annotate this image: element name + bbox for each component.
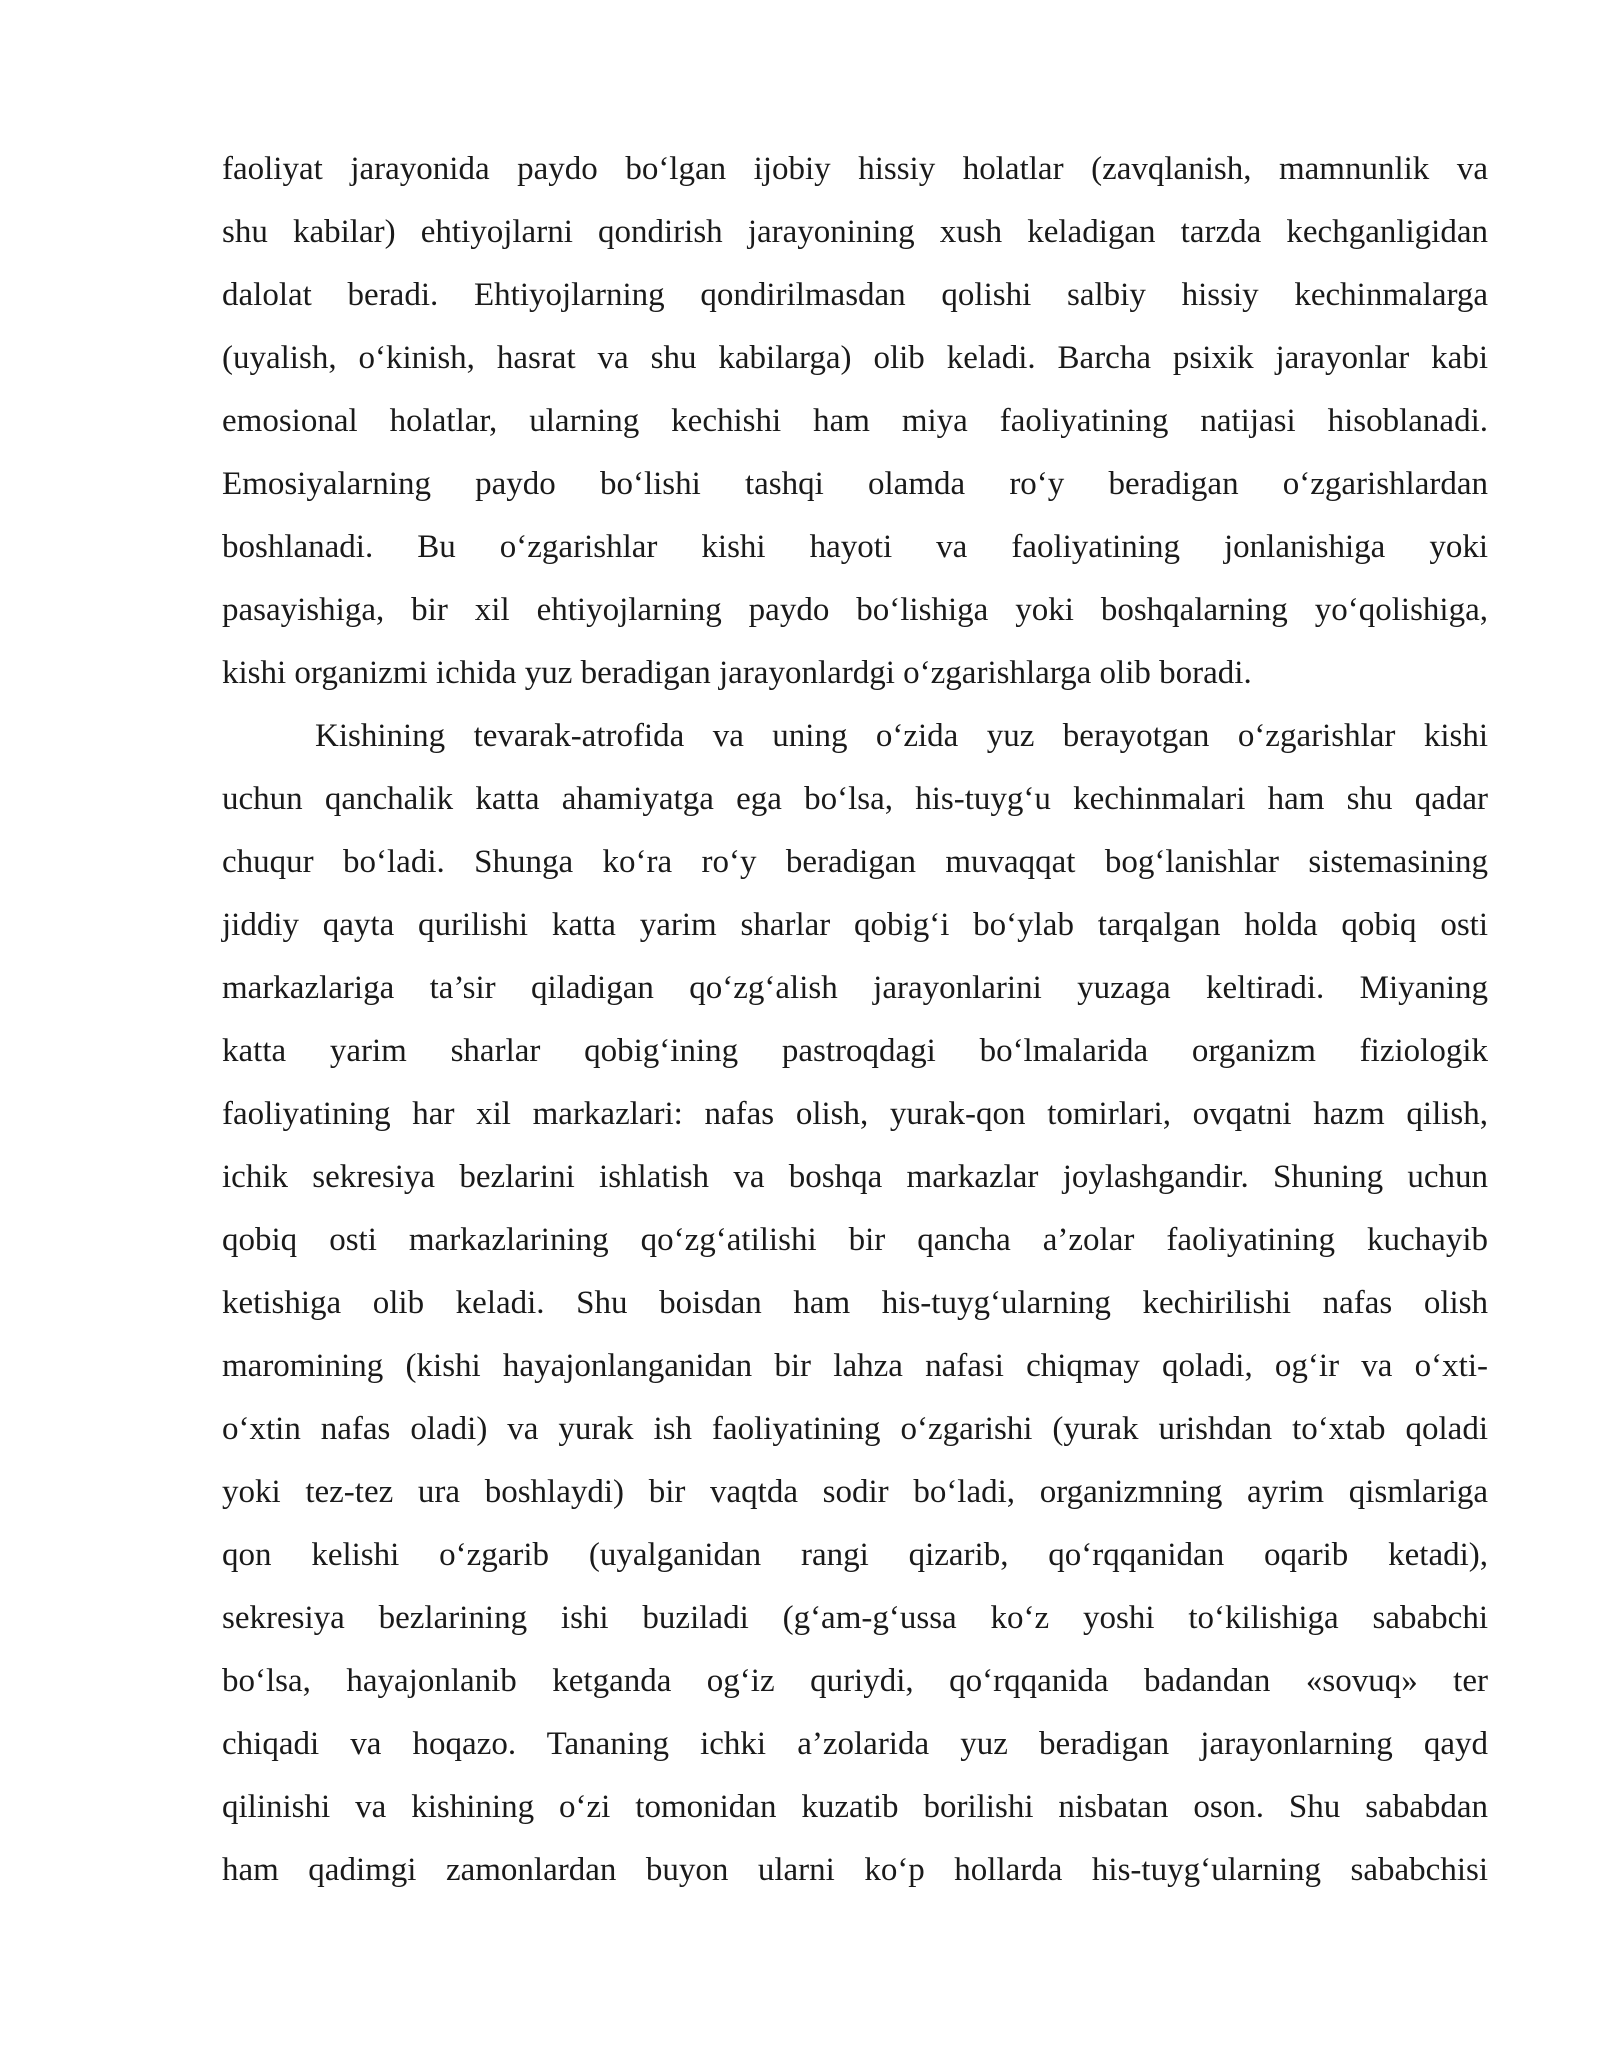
text-line: yoki tez-tez ura boshlaydi) bir vaqtda sodir bo‘ladi, organizmning ayrim qismlariga [222, 1474, 1488, 1510]
text-line: ketishiga olib keladi. Shu boisdan ham his-tuyg‘ularning kechirilishi nafas olish [222, 1285, 1488, 1321]
text-line: jiddiy qayta qurilishi katta yarim sharlar qobig‘i bo‘ylab tarqalgan holda qobiq osti [222, 907, 1488, 943]
text-line: emosional holatlar, ularning kechishi ham miya faoliyatining natijasi hisoblanadi. [222, 403, 1488, 439]
text-line: faoliyatining har xil markazlari: nafas olish, yurak-qon tomirlari, ovqatni hazm qilish, [222, 1096, 1488, 1132]
text-line: Kishining tevarak-atrofida va uning o‘zida yuz berayotgan o‘zgarishlar kishi [315, 718, 1488, 754]
text-line: markazlariga ta’sir qiladigan qo‘zg‘alish jarayonlarini yuzaga keltiradi. Miyaning [222, 970, 1488, 1006]
paragraph-1 [222, 138, 1488, 705]
text-line: Emosiyalarning paydo bo‘lishi tashqi olamda ro‘y beradigan o‘zgarishlardan [222, 466, 1488, 502]
text-line: ichik sekresiya bezlarini ishlatish va boshqa markazlar joylashgandir. Shuning uchun [222, 1159, 1488, 1195]
text-line: dalolat beradi. Ehtiyojlarning qondirilmasdan qolishi salbiy hissiy kechinmalarga [222, 277, 1488, 313]
text-line: pasayishiga, bir xil ehtiyojlarning paydo bo‘lishiga yoki boshqalarning yo‘qolishiga, [222, 592, 1488, 628]
text-line: kishi organizmi ichida yuz beradigan jarayonlardgi o‘zgarishlarga olib boradi. [222, 655, 1252, 691]
text-line: faoliyat jarayonida paydo bo‘lgan ijobiy hissiy holatlar (zavqlanish, mamnunlik va [222, 151, 1488, 187]
text-line: bo‘lsa, hayajonlanib ketganda og‘iz quriydi, qo‘rqqanida badandan «sovuq» ter [222, 1663, 1488, 1699]
text-line: ham qadimgi zamonlardan buyon ularni ko‘p hollarda his-tuyg‘ularning sababchisi [222, 1852, 1488, 1888]
text-line: uchun qanchalik katta ahamiyatga ega bo‘lsa, his-tuyg‘u kechinmalari ham shu qadar [222, 781, 1488, 817]
text-line: chuqur bo‘ladi. Shunga ko‘ra ro‘y beradigan muvaqqat bog‘lanishlar sistemasining [222, 844, 1488, 880]
text-line: maromining (kishi hayajonlanganidan bir lahza nafasi chiqmay qoladi, og‘ir va o‘xti- [222, 1348, 1488, 1384]
text-line: o‘xtin nafas oladi) va yurak ish faoliyatining o‘zgarishi (yurak urishdan to‘xtab qoladi [222, 1411, 1488, 1447]
text-line: chiqadi va hoqazo. Tananing ichki a’zolarida yuz beradigan jarayonlarning qayd [222, 1726, 1488, 1762]
text-line: shu kabilar) ehtiyojlarni qondirish jarayonining xush keladigan tarzda kechganligidan [222, 214, 1488, 250]
text-line: qilinishi va kishining o‘zi tomonidan kuzatib borilishi nisbatan oson. Shu sababdan [222, 1789, 1488, 1825]
text-line: boshlanadi. Bu o‘zgarishlar kishi hayoti va faoliyatining jonlanishiga yoki [222, 529, 1488, 565]
text-line: sekresiya bezlarining ishi buziladi (g‘am-g‘ussa ko‘z yoshi to‘kilishiga sababchi [222, 1600, 1488, 1636]
paragraph-2 [222, 705, 1488, 1902]
body-text [222, 138, 1488, 1902]
text-line: qobiq osti markazlarining qo‘zg‘atilishi bir qancha a’zolar faoliyatining kuchayib [222, 1222, 1488, 1258]
text-line: qon kelishi o‘zgarib (uyalganidan rangi qizarib, qo‘rqqanidan oqarib ketadi), [222, 1537, 1488, 1573]
text-line: katta yarim sharlar qobig‘ining pastroqdagi bo‘lmalarida organizm fiziologik [222, 1033, 1488, 1069]
text-line: (uyalish, o‘kinish, hasrat va shu kabilarga) olib keladi. Barcha psixik jarayonlar kabi [222, 340, 1488, 376]
